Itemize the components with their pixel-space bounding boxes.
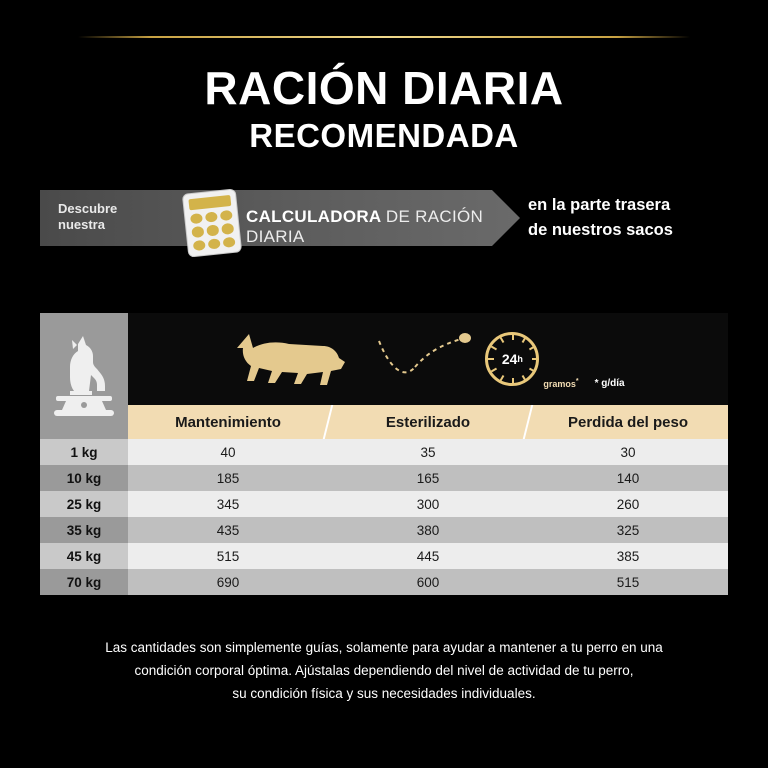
- dog-on-scale-icon: [48, 334, 120, 418]
- cell-mantenimiento: 40: [128, 439, 328, 465]
- cell-mantenimiento: 435: [128, 517, 328, 543]
- banner-left-line1: Descubre: [58, 201, 118, 216]
- calculator-screen: [188, 195, 231, 210]
- cell-perdida-peso: 30: [528, 439, 728, 465]
- calculator-banner: [40, 190, 520, 246]
- cell-mantenimiento: 690: [128, 569, 328, 595]
- table-row: [40, 465, 728, 491]
- footnote-line-1: Las cantidades son simplemente guías, solamente para ayudar a mantener a tu perro en una: [105, 640, 663, 655]
- ration-table: [40, 313, 728, 590]
- cell-esterilizado: 35: [328, 439, 528, 465]
- table-row: [40, 517, 728, 543]
- cell-perdida-peso: 140: [528, 465, 728, 491]
- column-header-perdida-peso: Perdida del peso: [528, 405, 728, 439]
- cell-perdida-peso: 515: [528, 569, 728, 595]
- row-weight-label: 35 kg: [40, 517, 128, 543]
- feeding-arc-icon: [375, 331, 471, 387]
- title-main: RACIÓN DIARIA: [204, 62, 564, 114]
- cell-esterilizado: 380: [328, 517, 528, 543]
- unit-gdia: * g/día: [594, 378, 625, 389]
- banner-main-bold: CALCULADORA: [246, 207, 381, 226]
- cell-perdida-peso: 385: [528, 543, 728, 569]
- cell-mantenimiento: 515: [128, 543, 328, 569]
- banner-left-text: [58, 201, 136, 233]
- row-weight-label: 25 kg: [40, 491, 128, 517]
- cell-perdida-peso: 260: [528, 491, 728, 517]
- calculator-icon: [183, 189, 241, 256]
- cell-esterilizado: 300: [328, 491, 528, 517]
- table-row: [40, 569, 728, 595]
- banner-main-light: DE RACIÓN DIARIA: [246, 207, 484, 246]
- clock-24h-icon: [485, 332, 539, 386]
- gold-divider: [78, 36, 690, 38]
- cell-esterilizado: 165: [328, 465, 528, 491]
- row-weight-label: 45 kg: [40, 543, 128, 569]
- table-row: [40, 543, 728, 569]
- hero-illustration: [128, 313, 728, 405]
- banner-main-text: [246, 207, 520, 247]
- cell-mantenimiento: 185: [128, 465, 328, 491]
- cell-mantenimiento: 345: [128, 491, 328, 517]
- banner-left-line2: nuestra: [58, 217, 105, 232]
- scale-icon-cell: [40, 313, 128, 439]
- banner-right-line1: en la parte trasera: [528, 196, 671, 214]
- unit-gramos: gramos*: [543, 378, 579, 389]
- footnote-line-2: condición corporal óptima. Ajústalas dependiendo del nivel de actividad de tu perro,: [134, 663, 634, 678]
- column-header-esterilizado: Esterilizado: [328, 405, 528, 439]
- row-weight-label: 70 kg: [40, 569, 128, 595]
- footnote: [24, 636, 744, 705]
- table-row: [40, 439, 728, 465]
- row-weight-label: 10 kg: [40, 465, 128, 491]
- cell-esterilizado: 600: [328, 569, 528, 595]
- page-title: [0, 62, 768, 156]
- dog-icon: [231, 328, 361, 390]
- clock-hours: 24: [501, 351, 518, 367]
- clock-hours-unit: h: [517, 354, 523, 364]
- banner-right-text: [528, 193, 754, 243]
- cell-perdida-peso: 325: [528, 517, 728, 543]
- cell-esterilizado: 445: [328, 543, 528, 569]
- column-header-mantenimiento: Mantenimiento: [128, 405, 328, 439]
- row-weight-label: 1 kg: [40, 439, 128, 465]
- banner-right-line2: de nuestros sacos: [528, 221, 673, 239]
- footnote-line-3: su condición física y sus necesidades individuales.: [232, 686, 536, 701]
- title-sub: RECOMENDADA: [249, 117, 519, 154]
- table-row: [40, 491, 728, 517]
- calculator-keys: [190, 210, 236, 251]
